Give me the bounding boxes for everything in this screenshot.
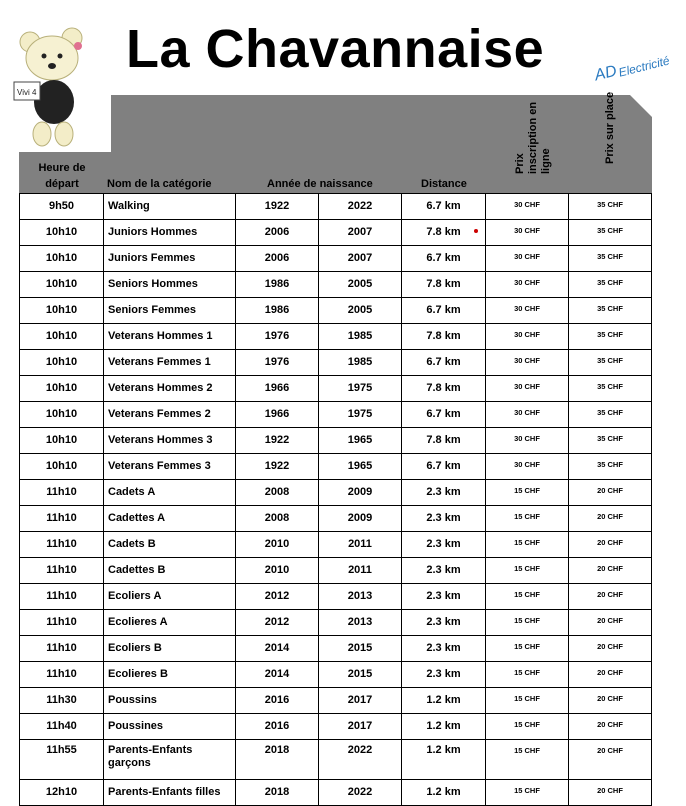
table-row — [20, 428, 652, 454]
birth-year-to-cell: 1965 — [319, 454, 402, 480]
category-name-cell: Ecoliers A — [104, 584, 236, 610]
birth-year-from-cell: 1976 — [236, 350, 319, 376]
birth-year-to-cell: 1985 — [319, 324, 402, 350]
birth-year-from-cell: 2018 — [236, 780, 319, 806]
distance-cell: 1.2 km — [402, 688, 486, 714]
category-name-cell: Parents-Enfants filles — [104, 780, 236, 806]
ad-electricite-logo — [590, 40, 686, 94]
distance-cell: 2.3 km — [402, 558, 486, 584]
category-name-cell: Ecolieres B — [104, 662, 236, 688]
price-onsite-cell: 20 CHF — [569, 532, 652, 558]
birth-year-to-cell: 1965 — [319, 428, 402, 454]
distance-cell: 2.3 km — [402, 506, 486, 532]
price-onsite-cell: 35 CHF — [569, 454, 652, 480]
price-onsite-cell: 35 CHF — [569, 298, 652, 324]
table-row — [20, 246, 652, 272]
price-online-cell: 15 CHF — [486, 584, 569, 610]
table-row — [20, 402, 652, 428]
birth-year-to-cell: 2005 — [319, 298, 402, 324]
price-onsite-cell: 20 CHF — [569, 636, 652, 662]
start-time-cell: 10h10 — [20, 402, 104, 428]
table-row — [20, 740, 652, 780]
birth-year-from-cell: 2014 — [236, 662, 319, 688]
table-row — [20, 454, 652, 480]
birth-year-to-cell: 2009 — [319, 506, 402, 532]
price-online-cell: 15 CHF — [486, 610, 569, 636]
start-time-cell: 11h10 — [20, 610, 104, 636]
start-time-cell: 11h10 — [20, 662, 104, 688]
price-online-cell: 15 CHF — [486, 558, 569, 584]
price-onsite-cell: 20 CHF — [569, 714, 652, 740]
category-name-cell: Poussines — [104, 714, 236, 740]
price-onsite-cell: 35 CHF — [569, 428, 652, 454]
price-onsite-cell: 20 CHF — [569, 506, 652, 532]
price-online-cell: 30 CHF — [486, 194, 569, 220]
price-onsite-cell: 35 CHF — [569, 246, 652, 272]
header-distance: Distance — [421, 178, 467, 190]
distance-cell: 7.8 km — [402, 272, 486, 298]
table-row — [20, 506, 652, 532]
start-time-cell: 11h30 — [20, 688, 104, 714]
birth-year-from-cell: 2010 — [236, 532, 319, 558]
price-onsite-cell: 20 CHF — [569, 610, 652, 636]
price-online-cell: 15 CHF — [486, 532, 569, 558]
price-online-cell: 15 CHF — [486, 636, 569, 662]
birth-year-to-cell: 1975 — [319, 376, 402, 402]
distance-cell: 2.3 km — [402, 636, 486, 662]
birth-year-from-cell: 1966 — [236, 402, 319, 428]
table-row — [20, 662, 652, 688]
table-row — [20, 532, 652, 558]
header-corner-cut — [630, 95, 652, 117]
price-onsite-cell: 20 CHF — [569, 780, 652, 806]
category-name-cell: Cadettes B — [104, 558, 236, 584]
schedule-table — [19, 193, 652, 806]
birth-year-to-cell: 2015 — [319, 636, 402, 662]
category-name-cell: Cadettes A — [104, 506, 236, 532]
price-online-cell: 30 CHF — [486, 246, 569, 272]
start-time-cell: 10h10 — [20, 324, 104, 350]
start-time-cell: 11h40 — [20, 714, 104, 740]
start-time-cell: 11h55 — [20, 740, 104, 780]
bear-mascot-image — [8, 24, 100, 148]
birth-year-to-cell: 2017 — [319, 714, 402, 740]
birth-year-to-cell: 2022 — [319, 780, 402, 806]
price-online-cell: 30 CHF — [486, 428, 569, 454]
birth-year-from-cell: 1986 — [236, 298, 319, 324]
start-time-cell: 12h10 — [20, 780, 104, 806]
start-time-cell: 10h10 — [20, 298, 104, 324]
distance-cell: 1.2 km — [402, 740, 486, 780]
distance-cell: 6.7 km — [402, 246, 486, 272]
birth-year-to-cell: 2005 — [319, 272, 402, 298]
distance-cell: 2.3 km — [402, 480, 486, 506]
birth-year-from-cell: 1976 — [236, 324, 319, 350]
table-row — [20, 324, 652, 350]
start-time-cell: 11h10 — [20, 636, 104, 662]
table-row — [20, 220, 652, 246]
price-online-cell: 30 CHF — [486, 350, 569, 376]
table-row — [20, 272, 652, 298]
price-onsite-cell: 20 CHF — [569, 558, 652, 584]
birth-year-from-cell: 2018 — [236, 740, 319, 780]
category-name-cell: Seniors Femmes — [104, 298, 236, 324]
price-online-cell: 30 CHF — [486, 324, 569, 350]
category-name-cell: Juniors Hommes — [104, 220, 236, 246]
category-name-cell: Seniors Hommes — [104, 272, 236, 298]
start-time-cell: 11h10 — [20, 584, 104, 610]
price-onsite-cell: 20 CHF — [569, 688, 652, 714]
birth-year-from-cell: 2008 — [236, 506, 319, 532]
birth-year-from-cell: 1922 — [236, 428, 319, 454]
logo-text-ad: AD — [592, 62, 619, 85]
price-onsite-cell: 35 CHF — [569, 220, 652, 246]
price-online-cell: 30 CHF — [486, 272, 569, 298]
table-row — [20, 636, 652, 662]
price-online-cell: 15 CHF — [486, 688, 569, 714]
table-row — [20, 714, 652, 740]
birth-year-from-cell: 2008 — [236, 480, 319, 506]
table-row — [20, 558, 652, 584]
birth-year-to-cell: 2007 — [319, 246, 402, 272]
birth-year-from-cell: 1922 — [236, 194, 319, 220]
price-online-cell: 15 CHF — [486, 740, 569, 780]
mascot-sign-text: Vivi 4 — [17, 88, 37, 97]
header-prix-sur-place: Prix sur place — [604, 91, 616, 164]
distance-cell: 6.7 km — [402, 402, 486, 428]
price-online-cell: 15 CHF — [486, 506, 569, 532]
header-annee: Année de naissance — [267, 178, 373, 190]
start-time-cell: 11h10 — [20, 532, 104, 558]
price-online-cell: 15 CHF — [486, 480, 569, 506]
start-time-cell: 10h10 — [20, 220, 104, 246]
price-onsite-cell: 35 CHF — [569, 350, 652, 376]
price-onsite-cell: 35 CHF — [569, 272, 652, 298]
start-time-cell: 11h10 — [20, 506, 104, 532]
birth-year-from-cell: 2016 — [236, 688, 319, 714]
category-name-cell: Veterans Femmes 2 — [104, 402, 236, 428]
table-row — [20, 350, 652, 376]
distance-cell: 1.2 km — [402, 780, 486, 806]
price-online-cell: 15 CHF — [486, 662, 569, 688]
price-online-cell: 15 CHF — [486, 714, 569, 740]
birth-year-to-cell: 2011 — [319, 532, 402, 558]
table-row — [20, 480, 652, 506]
distance-cell: 7.8 km — [402, 376, 486, 402]
price-onsite-cell: 35 CHF — [569, 194, 652, 220]
start-time-cell: 10h10 — [20, 376, 104, 402]
header-categorie: Nom de la catégorie — [107, 178, 212, 190]
header-prix-en-ligne: Prix inscription en ligne — [514, 101, 552, 174]
birth-year-from-cell: 2006 — [236, 246, 319, 272]
category-name-cell: Poussins — [104, 688, 236, 714]
table-row — [20, 194, 652, 220]
header-depart: Heure de départ — [38, 162, 86, 190]
price-online-cell: 30 CHF — [486, 376, 569, 402]
birth-year-to-cell: 2017 — [319, 688, 402, 714]
distance-cell: 2.3 km — [402, 532, 486, 558]
birth-year-from-cell: 2010 — [236, 558, 319, 584]
price-online-cell: 30 CHF — [486, 220, 569, 246]
birth-year-to-cell: 2022 — [319, 740, 402, 780]
birth-year-from-cell: 1986 — [236, 272, 319, 298]
table-row — [20, 376, 652, 402]
category-name-cell: Veterans Femmes 3 — [104, 454, 236, 480]
birth-year-to-cell: 1975 — [319, 402, 402, 428]
start-time-cell: 11h10 — [20, 480, 104, 506]
start-time-cell: 10h10 — [20, 350, 104, 376]
category-name-cell: Ecolieres A — [104, 610, 236, 636]
price-online-cell: 15 CHF — [486, 780, 569, 806]
red-dot-mark — [474, 229, 478, 233]
birth-year-from-cell: 2014 — [236, 636, 319, 662]
birth-year-to-cell: 2007 — [319, 220, 402, 246]
price-online-cell: 30 CHF — [486, 298, 569, 324]
birth-year-from-cell: 2016 — [236, 714, 319, 740]
table-row — [20, 780, 652, 806]
category-name-cell: Veterans Femmes 1 — [104, 350, 236, 376]
price-onsite-cell: 20 CHF — [569, 740, 652, 780]
distance-cell: 6.7 km — [402, 298, 486, 324]
birth-year-from-cell: 1922 — [236, 454, 319, 480]
start-time-cell: 10h10 — [20, 246, 104, 272]
logo-text-rest: Electricité — [617, 53, 671, 80]
distance-cell: 6.7 km — [402, 350, 486, 376]
distance-cell: 7.8 km — [402, 220, 486, 246]
price-onsite-cell: 20 CHF — [569, 662, 652, 688]
birth-year-from-cell: 2012 — [236, 584, 319, 610]
birth-year-to-cell: 2015 — [319, 662, 402, 688]
distance-cell: 6.7 km — [402, 194, 486, 220]
price-onsite-cell: 35 CHF — [569, 402, 652, 428]
category-name-cell: Cadets A — [104, 480, 236, 506]
birth-year-to-cell: 2011 — [319, 558, 402, 584]
distance-cell: 7.8 km — [402, 324, 486, 350]
price-onsite-cell: 20 CHF — [569, 584, 652, 610]
birth-year-from-cell: 2006 — [236, 220, 319, 246]
category-name-cell: Parents-Enfants garçons — [104, 740, 236, 780]
category-name-cell: Veterans Hommes 1 — [104, 324, 236, 350]
price-onsite-cell: 35 CHF — [569, 324, 652, 350]
birth-year-to-cell: 2009 — [319, 480, 402, 506]
table-row — [20, 298, 652, 324]
table-row — [20, 584, 652, 610]
birth-year-to-cell: 2022 — [319, 194, 402, 220]
price-online-cell: 30 CHF — [486, 402, 569, 428]
birth-year-from-cell: 2012 — [236, 610, 319, 636]
category-name-cell: Walking — [104, 194, 236, 220]
category-name-cell: Juniors Femmes — [104, 246, 236, 272]
start-time-cell: 10h10 — [20, 272, 104, 298]
start-time-cell: 9h50 — [20, 194, 104, 220]
category-name-cell: Veterans Hommes 3 — [104, 428, 236, 454]
distance-cell: 7.8 km — [402, 428, 486, 454]
distance-cell: 2.3 km — [402, 662, 486, 688]
category-name-cell: Cadets B — [104, 532, 236, 558]
price-online-cell: 30 CHF — [486, 454, 569, 480]
start-time-cell: 10h10 — [20, 428, 104, 454]
category-name-cell: Ecoliers B — [104, 636, 236, 662]
distance-cell: 2.3 km — [402, 584, 486, 610]
start-time-cell: 11h10 — [20, 558, 104, 584]
table-row — [20, 610, 652, 636]
distance-cell: 1.2 km — [402, 714, 486, 740]
birth-year-to-cell: 2013 — [319, 610, 402, 636]
start-time-cell: 10h10 — [20, 454, 104, 480]
distance-cell: 2.3 km — [402, 610, 486, 636]
distance-cell: 6.7 km — [402, 454, 486, 480]
page-title: La Chavannaise — [126, 19, 545, 79]
birth-year-from-cell: 1966 — [236, 376, 319, 402]
table-row — [20, 688, 652, 714]
birth-year-to-cell: 2013 — [319, 584, 402, 610]
birth-year-to-cell: 1985 — [319, 350, 402, 376]
price-onsite-cell: 35 CHF — [569, 376, 652, 402]
price-onsite-cell: 20 CHF — [569, 480, 652, 506]
category-name-cell: Veterans Hommes 2 — [104, 376, 236, 402]
